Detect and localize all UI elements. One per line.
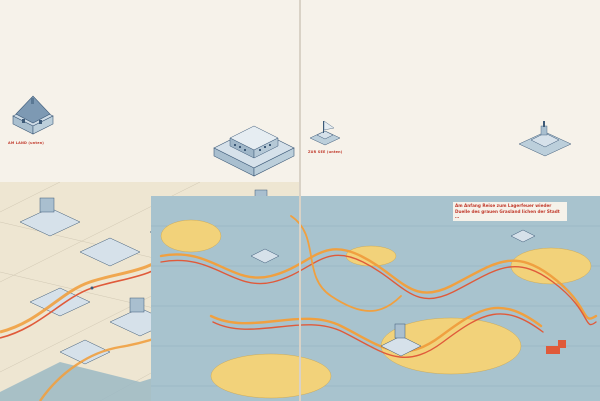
- text-column-6: [468, 10, 526, 80]
- caption-right-heading: ZUR SEE (unten): [308, 150, 343, 154]
- office-building-illustration: [210, 108, 298, 178]
- ship-illustration: [515, 118, 575, 158]
- caption-left: [8, 141, 62, 147]
- text-column-4: [340, 10, 400, 160]
- map-callout: Am Anfang Reise zum Lagerfeuer wieder Duelle des grauen Grasland lichen der Stadt …: [453, 202, 567, 221]
- page-gutter: [299, 0, 301, 401]
- house-illustration: [8, 88, 58, 136]
- map-panel-right: [151, 196, 600, 401]
- text-column-2: [125, 10, 181, 160]
- caption-right: [308, 150, 362, 156]
- text-column-5: [404, 10, 462, 160]
- text-column-1: [64, 10, 120, 160]
- caption-left-heading: AM LAND (unten): [8, 141, 45, 145]
- map-right-svg: [151, 196, 600, 401]
- boat-illustration: [308, 118, 342, 148]
